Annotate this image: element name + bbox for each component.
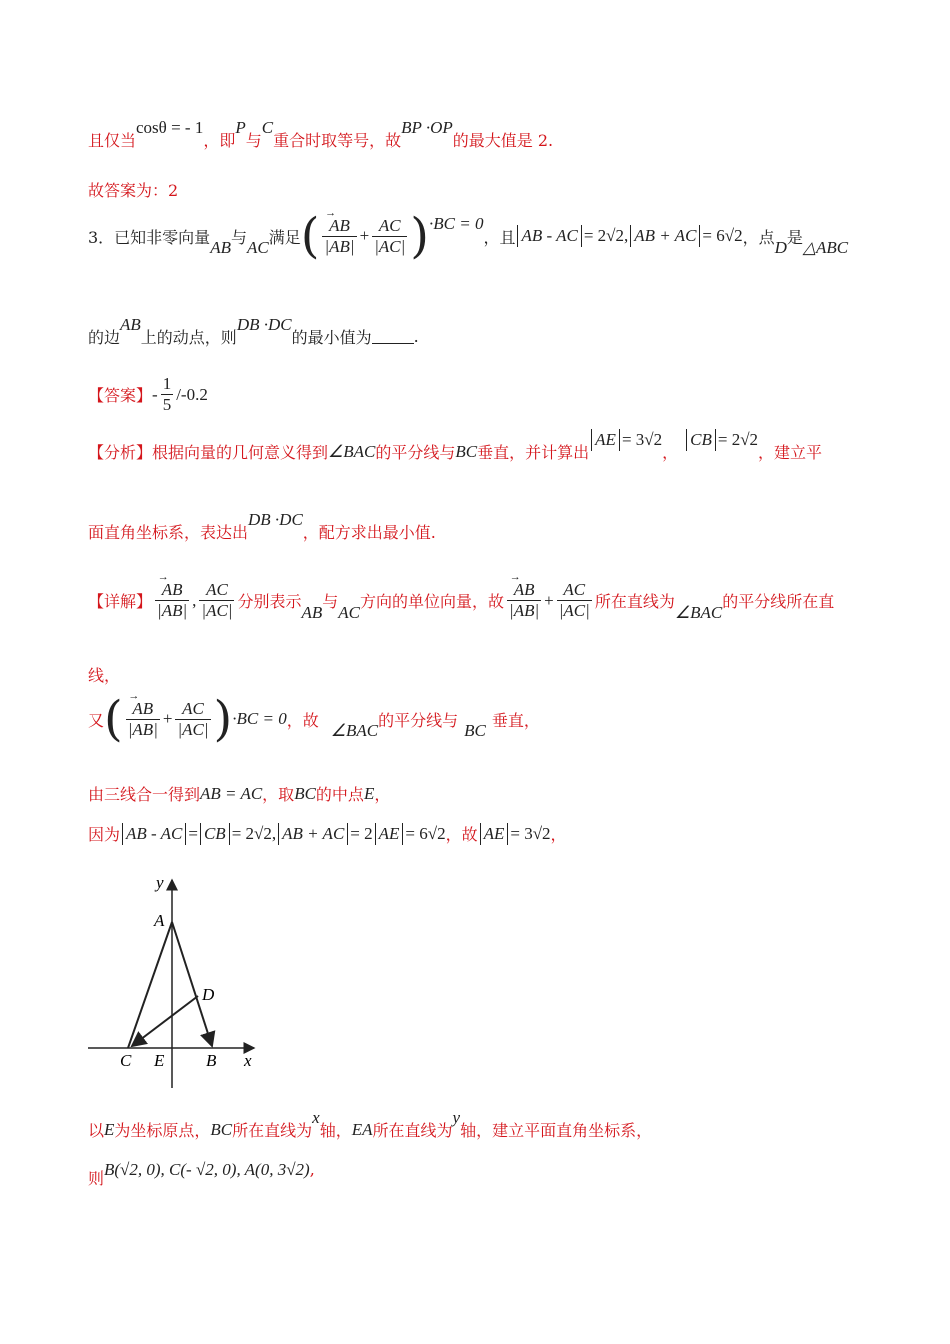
- val: = 3√2: [510, 823, 551, 843]
- text: .: [413, 327, 419, 346]
- den: |AB|: [509, 601, 540, 620]
- detail-line-7: [88, 1158, 315, 1188]
- seg-bc: BC: [294, 783, 316, 803]
- text: ，且: [483, 227, 516, 247]
- angle-bac: ∠BAC: [330, 721, 379, 740]
- den: |AC|: [177, 719, 209, 739]
- text: 为坐标原点，: [114, 1121, 211, 1140]
- text: 上的动点，则: [140, 328, 237, 347]
- analysis-line: [88, 429, 823, 463]
- coordinate-figure: [80, 870, 280, 1095]
- text: 轴，: [319, 1121, 352, 1140]
- num: → AB: [512, 580, 537, 600]
- point-e: E: [104, 1119, 115, 1139]
- num: → AB: [327, 216, 352, 236]
- detail-line-2: [88, 663, 120, 686]
- num: AC: [563, 580, 586, 599]
- text: 的最大值是 2.: [452, 131, 554, 150]
- num: → AB: [160, 580, 185, 600]
- plus: +: [162, 709, 173, 728]
- answer-line: [88, 374, 208, 415]
- abs-ab-plus-ac: AB + AC: [278, 823, 348, 845]
- text: ，故: [445, 825, 478, 844]
- frac-ab: [322, 216, 356, 257]
- edge-ab: AB: [120, 314, 141, 334]
- analysis-line-2: [88, 509, 436, 543]
- frac-ab: [126, 699, 160, 740]
- var-x: x: [312, 1107, 320, 1127]
- text: ，即: [203, 131, 236, 150]
- text: 重合时取等号，故: [273, 131, 402, 150]
- coordinates: B(√2, 0), C(- √2, 0), A(0, 3√2): [104, 1159, 310, 1179]
- frac-ac: [372, 216, 407, 257]
- label-a: A: [154, 911, 165, 930]
- var-p: P: [235, 117, 246, 137]
- val: = 6√2: [405, 823, 446, 843]
- text: 所在直线为: [372, 1121, 453, 1140]
- text: 是: [786, 227, 803, 247]
- seg-bc: BC: [210, 1119, 233, 1139]
- den: |AB|: [324, 236, 355, 256]
- num: → AB: [130, 699, 155, 719]
- abs-ab-minus-ac: AB - AC: [122, 823, 186, 845]
- var-d: D: [774, 238, 787, 257]
- plus: +: [544, 590, 554, 610]
- num: AC: [206, 580, 228, 599]
- detail-line-4: [88, 782, 390, 805]
- segment-dc: [132, 996, 198, 1046]
- label-e: E: [154, 1051, 165, 1070]
- text: 所在直线为: [232, 1121, 313, 1140]
- question-3: [88, 208, 849, 264]
- point-e: E: [363, 783, 375, 803]
- text: 又: [88, 710, 105, 730]
- abs-ab-plus-ac: AB + AC: [630, 225, 700, 247]
- vec-ac: AC: [246, 238, 269, 257]
- vec-ab: AB: [210, 238, 231, 257]
- paren-right: ): [213, 691, 233, 747]
- formula-db-dc: DB ·DC: [236, 314, 292, 334]
- label-d: D: [202, 985, 215, 1004]
- detail-line-6: [88, 1107, 653, 1141]
- text: 线，: [88, 666, 121, 685]
- abs-cb: CB: [200, 823, 230, 845]
- vec-ab: AB: [301, 602, 323, 622]
- val: = 6√2: [702, 226, 743, 245]
- text: 因为: [88, 825, 121, 844]
- text: 的平分线与: [375, 443, 456, 462]
- detail-line-3: [88, 691, 540, 747]
- val: = 2√2,: [231, 823, 277, 843]
- abs-ae: AE: [480, 823, 509, 845]
- text: ，取: [262, 785, 295, 804]
- vec-ac: AC: [338, 602, 361, 622]
- den: |AC|: [558, 601, 590, 620]
- abs-ae: AE: [375, 823, 404, 845]
- segment-ab: [172, 922, 212, 1046]
- text: 面直角坐标系，表达出: [88, 523, 249, 542]
- eq-ab-ac: AB = AC: [200, 783, 263, 803]
- text: 根据向量的几何意义得到: [152, 443, 329, 462]
- text: 方向的单位向量，故: [360, 592, 505, 611]
- label-c: C: [120, 1051, 132, 1070]
- seg-bc: BC: [464, 721, 486, 740]
- formula-db-dc: DB ·DC: [248, 509, 303, 529]
- answer-blank: [372, 329, 414, 344]
- frac-ab-sum: [507, 580, 541, 621]
- num: AC: [378, 215, 401, 235]
- val: = 2√2: [717, 429, 759, 449]
- angle-bac: ∠BAC: [328, 441, 376, 461]
- frac-ac-unit: [199, 580, 234, 621]
- frac-one-fifth: [161, 374, 174, 415]
- text: 则: [88, 1169, 105, 1188]
- text: 的最小值为: [291, 328, 372, 347]
- text: ，: [550, 825, 567, 844]
- paren-left: (: [104, 691, 123, 747]
- text: ，点: [742, 227, 775, 247]
- question-text: 3．已知非零向量: [88, 227, 211, 247]
- den: |AC|: [374, 236, 406, 256]
- var-c: C: [261, 117, 274, 137]
- answer-label: 【答案】: [88, 386, 153, 405]
- formula-cos: cosθ = - 1: [136, 117, 204, 137]
- formula-bc-zero: ·BC = 0: [232, 709, 287, 728]
- num: 1: [162, 374, 172, 393]
- num: AC: [182, 698, 204, 718]
- answer-decimal: /-0.2: [176, 384, 208, 404]
- seg-ea: EA: [351, 1119, 373, 1139]
- text: 的平分线所在直: [722, 592, 835, 611]
- minus: -: [152, 384, 158, 404]
- analysis-label: 【分析】: [88, 443, 153, 462]
- segment-ac: [128, 922, 172, 1048]
- formula-bc-zero: ·BC = 0: [429, 214, 484, 233]
- text: ,: [309, 1160, 315, 1179]
- frac-ac: [175, 699, 210, 740]
- frac-ab-unit: [155, 580, 189, 621]
- angle-bac: ∠BAC: [674, 602, 723, 622]
- den: 5: [162, 395, 172, 414]
- text: 所在直线为: [594, 592, 675, 611]
- label-x: x: [244, 1051, 252, 1070]
- comma: ,: [192, 590, 197, 610]
- abs-ae: AE: [591, 429, 620, 451]
- val: = 2: [350, 823, 373, 843]
- text: 与: [245, 131, 262, 150]
- text: ，: [374, 785, 391, 804]
- text: 与: [230, 227, 247, 247]
- eq: =: [188, 823, 198, 843]
- label-y: y: [156, 873, 164, 892]
- question-3-cont: [88, 314, 419, 348]
- val: = 3√2: [621, 429, 663, 449]
- text: 的中点: [315, 785, 364, 804]
- abs-cb: CB: [686, 429, 716, 451]
- text: 垂直，: [491, 710, 540, 730]
- line-answer-prev: [88, 178, 178, 201]
- text: 以: [88, 1121, 105, 1140]
- line-equality-condition: [88, 117, 554, 151]
- text: ，建立平: [758, 443, 823, 462]
- abs-ab-minus-ac: AB - AC: [517, 225, 581, 247]
- text: 故答案为：2: [88, 181, 179, 200]
- var-y: y: [452, 1107, 461, 1127]
- triangle-abc: △ABC: [802, 238, 849, 257]
- text: ，配方求出最小值.: [302, 523, 436, 542]
- text: ，故: [286, 710, 319, 730]
- text: 的平分线与: [378, 710, 459, 730]
- paren-left: (: [300, 208, 320, 264]
- detail-label: 【详解】: [88, 592, 153, 611]
- text: 满足: [268, 227, 301, 247]
- label-b: B: [206, 1051, 217, 1070]
- text: 轴，建立平面直角坐标系，: [460, 1121, 653, 1140]
- text: 垂直，并计算出: [477, 443, 590, 462]
- text: 由三线合一得到: [88, 785, 201, 804]
- den: |AB|: [157, 601, 188, 620]
- den: |AC|: [201, 601, 233, 620]
- text: 分别表示: [237, 592, 302, 611]
- frac-ac-sum: [557, 580, 592, 621]
- den: |AB|: [127, 719, 158, 739]
- val: = 2√2,: [583, 226, 629, 245]
- text: 且仅当: [88, 131, 137, 150]
- detail-line-5: [88, 822, 567, 845]
- formula-bp-op: BP ·OP: [401, 117, 453, 137]
- paren-right: ): [410, 208, 429, 264]
- detail-line: [88, 580, 834, 621]
- plus: +: [359, 226, 370, 245]
- text: 的边: [88, 328, 121, 347]
- text: ，: [662, 443, 679, 462]
- seg-bc: BC: [455, 441, 478, 461]
- text: 与: [322, 592, 339, 611]
